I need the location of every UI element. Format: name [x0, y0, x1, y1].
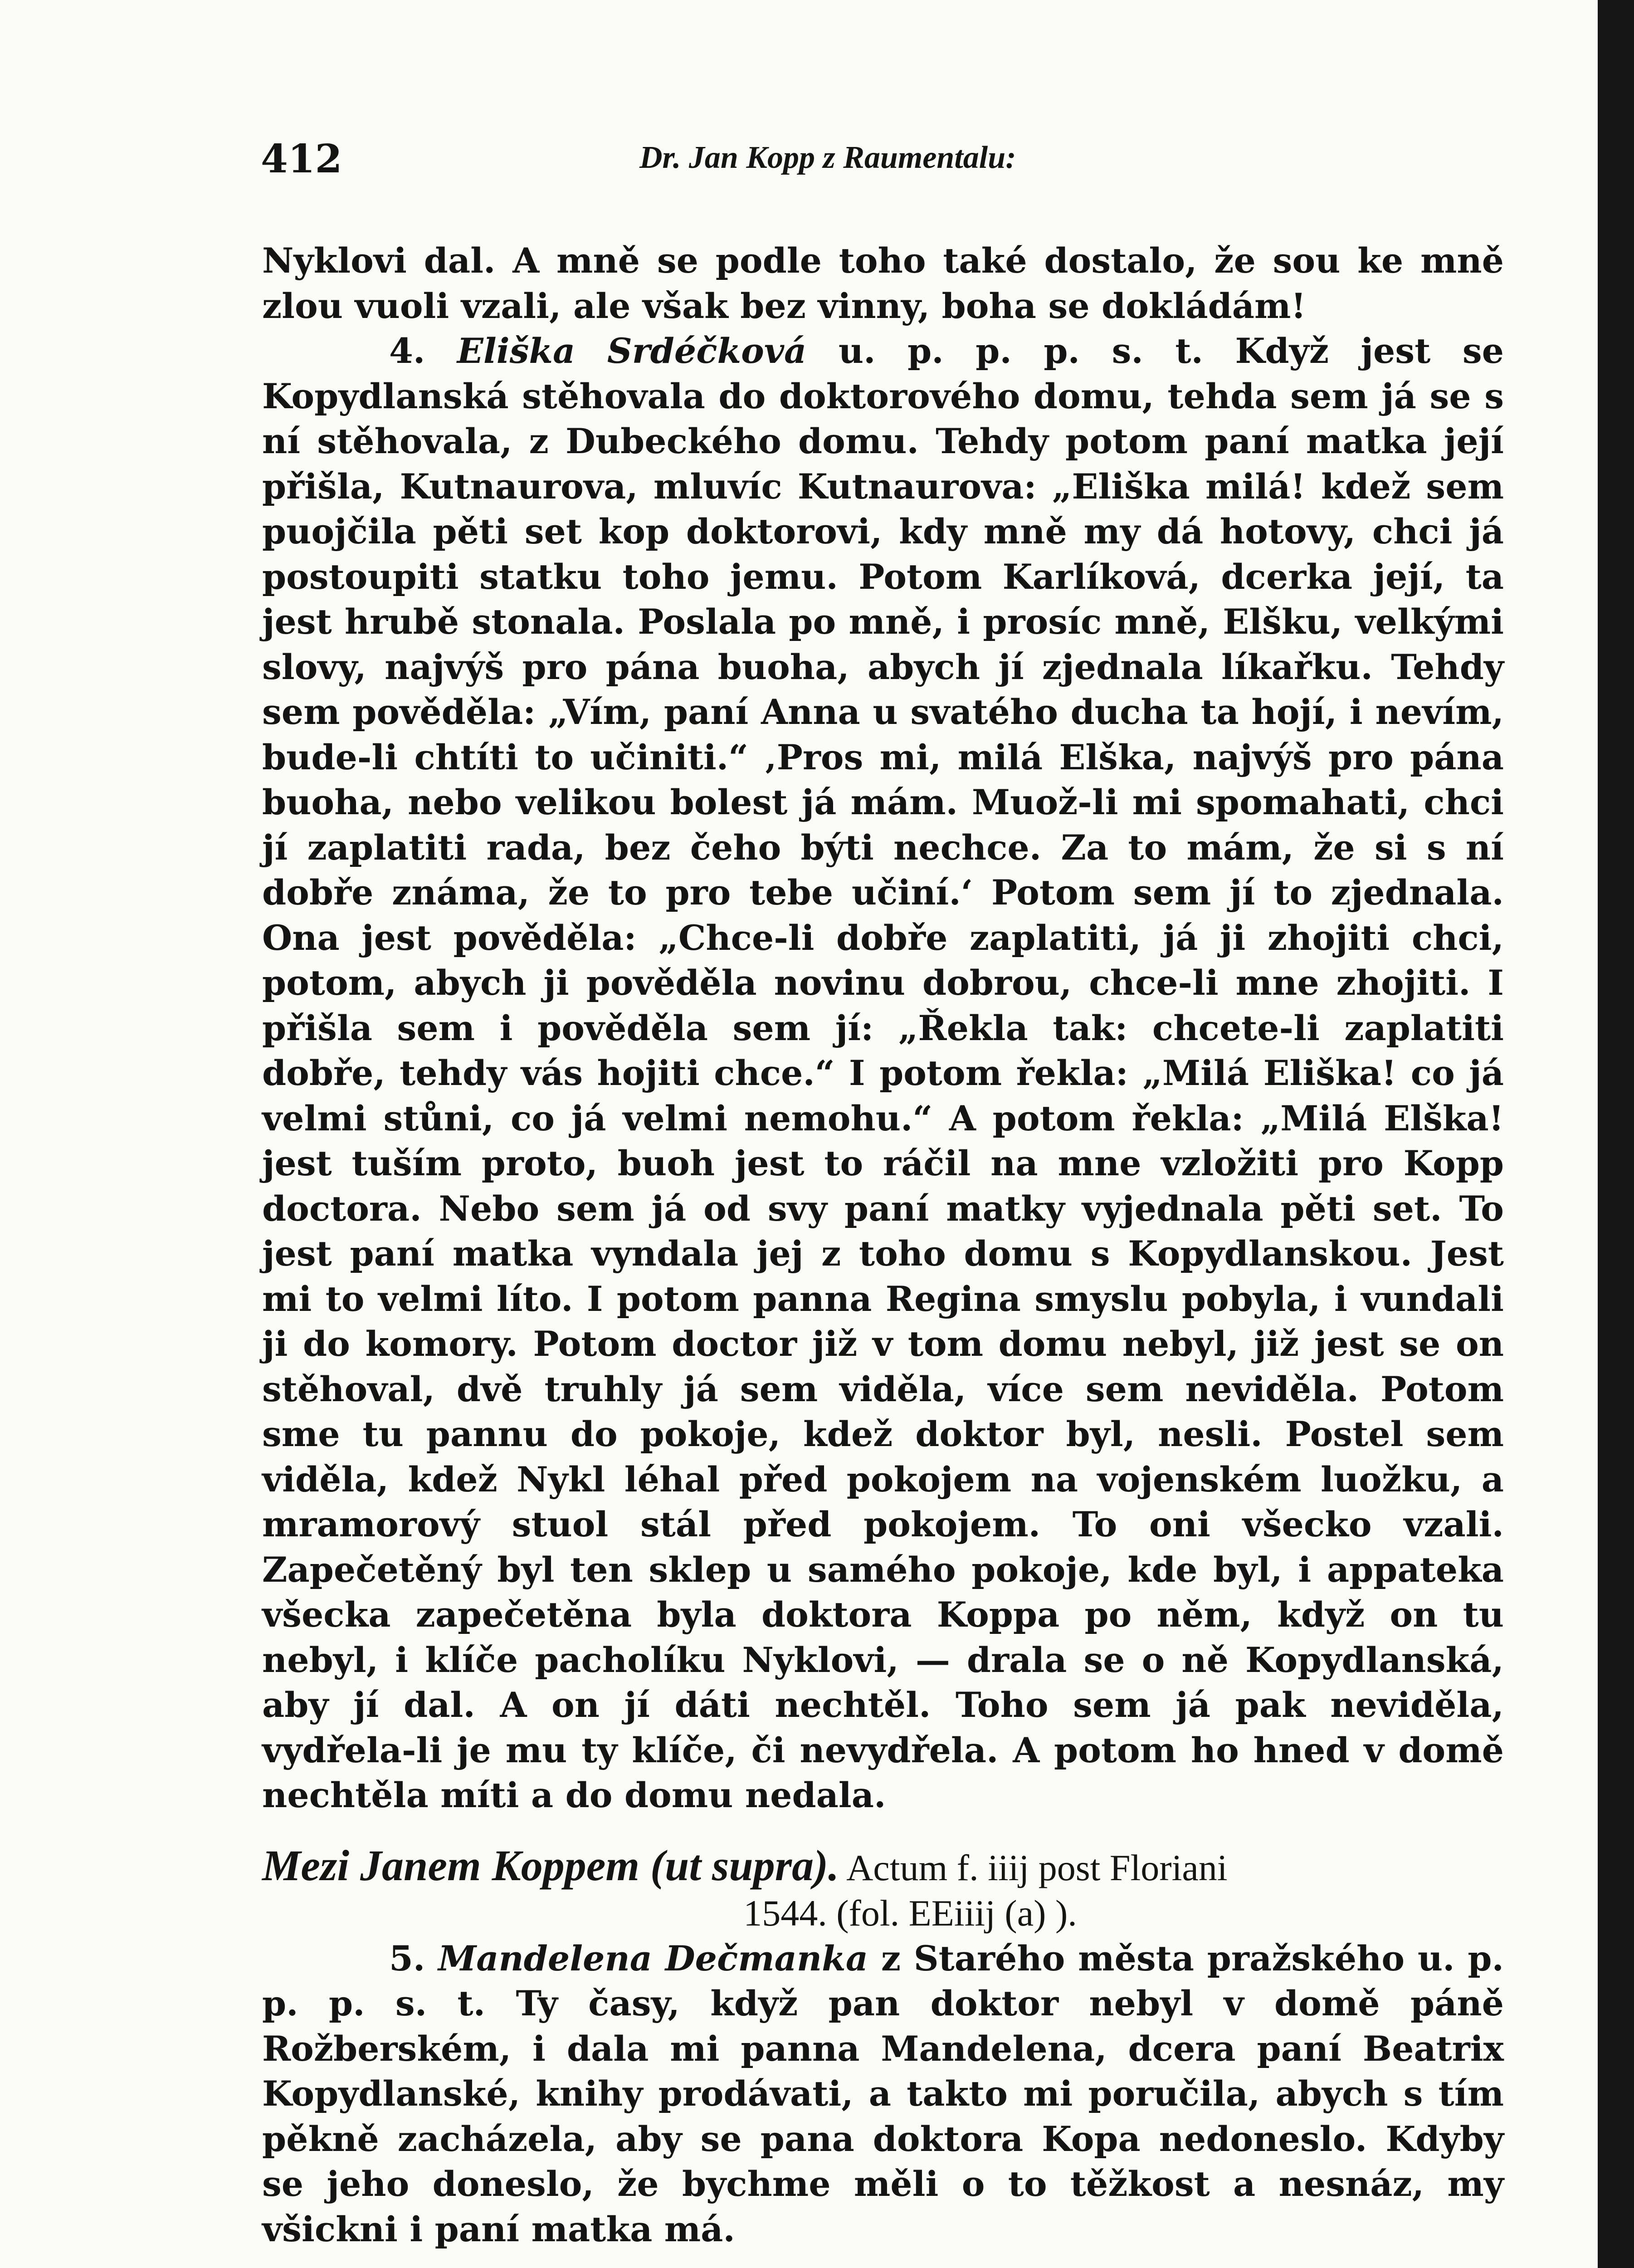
testimony-number: 5. [389, 1938, 425, 1979]
body-text [262, 238, 1504, 2252]
witness-name: Eliška Srdéčková [457, 331, 807, 371]
scan-edge [1598, 0, 1634, 2268]
section-heading [262, 1843, 1504, 1936]
page-number: 412 [261, 136, 342, 182]
page-header [261, 136, 1518, 186]
testimony-number: 4. [389, 331, 425, 371]
running-head: Dr. Jan Kopp z Raumentalu: [639, 140, 1016, 175]
paragraph-testimony-4 [262, 328, 1504, 1818]
witness-name: Mandelena Dečmanka [438, 1938, 868, 1979]
section-title: Mezi Janem Koppem (ut supra). [262, 1841, 839, 1890]
testimony-text: z Starého města pražského u. p. p. p. s. t. Ty časy, když pan doktor nebyl v domě páně Rožberském, i dala mi panna Mandelena, dcera paní Beatrix Kopydlanské, knihy prodávati, a takto mi poručila, abych s tím pěkně zacházela, aby se pana doktora Kopa nedoneslo. Kdyby se jeho doneslo, že bychme měli o to těžkost a nesnáz, my všickni i paní matka má. [262, 1938, 1504, 2249]
section-sub-line: 1544. (fol. EEiiij (a) ). [743, 1892, 1077, 1934]
paragraph-testimony-5 [262, 1936, 1504, 2252]
testimony-text: u. p. p. p. s. t. Když jest se Kopydlanská stěhovala do doktorového domu, tehda sem já se s ní stěhovala, z Dubeckého domu. Tehdy potom paní matka její přišla, Kutnaurova, mluvíc Kutnaurova: „Eliška milá! kdež sem puojčila pěti set kop doktorovi, kdy mně my dá hotovy, chci já postoupiti statku toho jemu. Potom Karlíková, dcerka její, ta jest hrubě stonala. Poslala po mně, i prosíc mně, Elšku, velkými slovy, najvýš pro pána buoha, abych jí zjednala líkařku. Tehdy sem pověděla: „Vím, paní Anna u svatého ducha ta hojí, i nevím, bude-li chtíti to učiniti.“ ‚Pros mi, milá Elška, najvýš pro pána buoha, nebo velikou bolest já mám. Muož-li mi spomahati, chci jí zaplatiti rada, bez čeho býti nechce. Za to mám, že si s ní dobře známa, že to pro tebe učiní.‘ Potom sem jí to zjednala. Ona jest pověděla: „Chce-li dobře zaplatiti, já ji zhojiti chci, potom, abych ji pověděla novinu dobrou, chce-li mne zhojiti. I přišla sem i pověděla sem jí: „Řekla tak: chcete-li zaplatiti dobře, tehdy vás hojiti chce.“ I potom řekla: „Milá Eliška! co já velmi stůni, co já velmi nemohu.“ A potom řekla: „Milá Elška! jest tuším proto, buoh jest to ráčil na mne vzložiti pro Kopp doctora. Nebo sem já od svy paní matky vyjednala pěti set. To jest paní matka vyndala jej z toho domu s Kopydlanskou. Jest mi to velmi líto. I potom panna Regina smyslu pobyla, i vundali ji do komory. Potom doctor již v tom domu nebyl, již jest se on stěhoval, dvě truhly já sem viděla, více sem neviděla. Potom sme tu pannu do pokoje, kdež doktor byl, nesli. Postel sem viděla, kdež Nykl léhal před pokojem na vojenském luožku, a mramorový stuol stál před pokojem. To oni všecko vzali. Zapečetěný byl ten sklep u samého pokoje, kde byl, i appateka všecka zapečetěna byla doktora Koppa po něm, když on tu nebyl, i klíče pacholíku Nyklovi, — drala se o ně Kopydlanská, aby jí dal. A on jí dáti nechtěl. Toho sem já pak neviděla, vydřela-li je mu ty klíče, či nevydřela. A potom ho hned v domě nechtěla míti a do domu nedala. [262, 331, 1504, 1815]
paragraph-opening: Nyklovi dal. A mně se podle toho také dostalo, že sou ke mně zlou vuoli vzali, ale však bez vinny, boha se dokládám! [262, 240, 1504, 326]
section-date-line: Actum f. iiij post Floriani [846, 1847, 1228, 1888]
